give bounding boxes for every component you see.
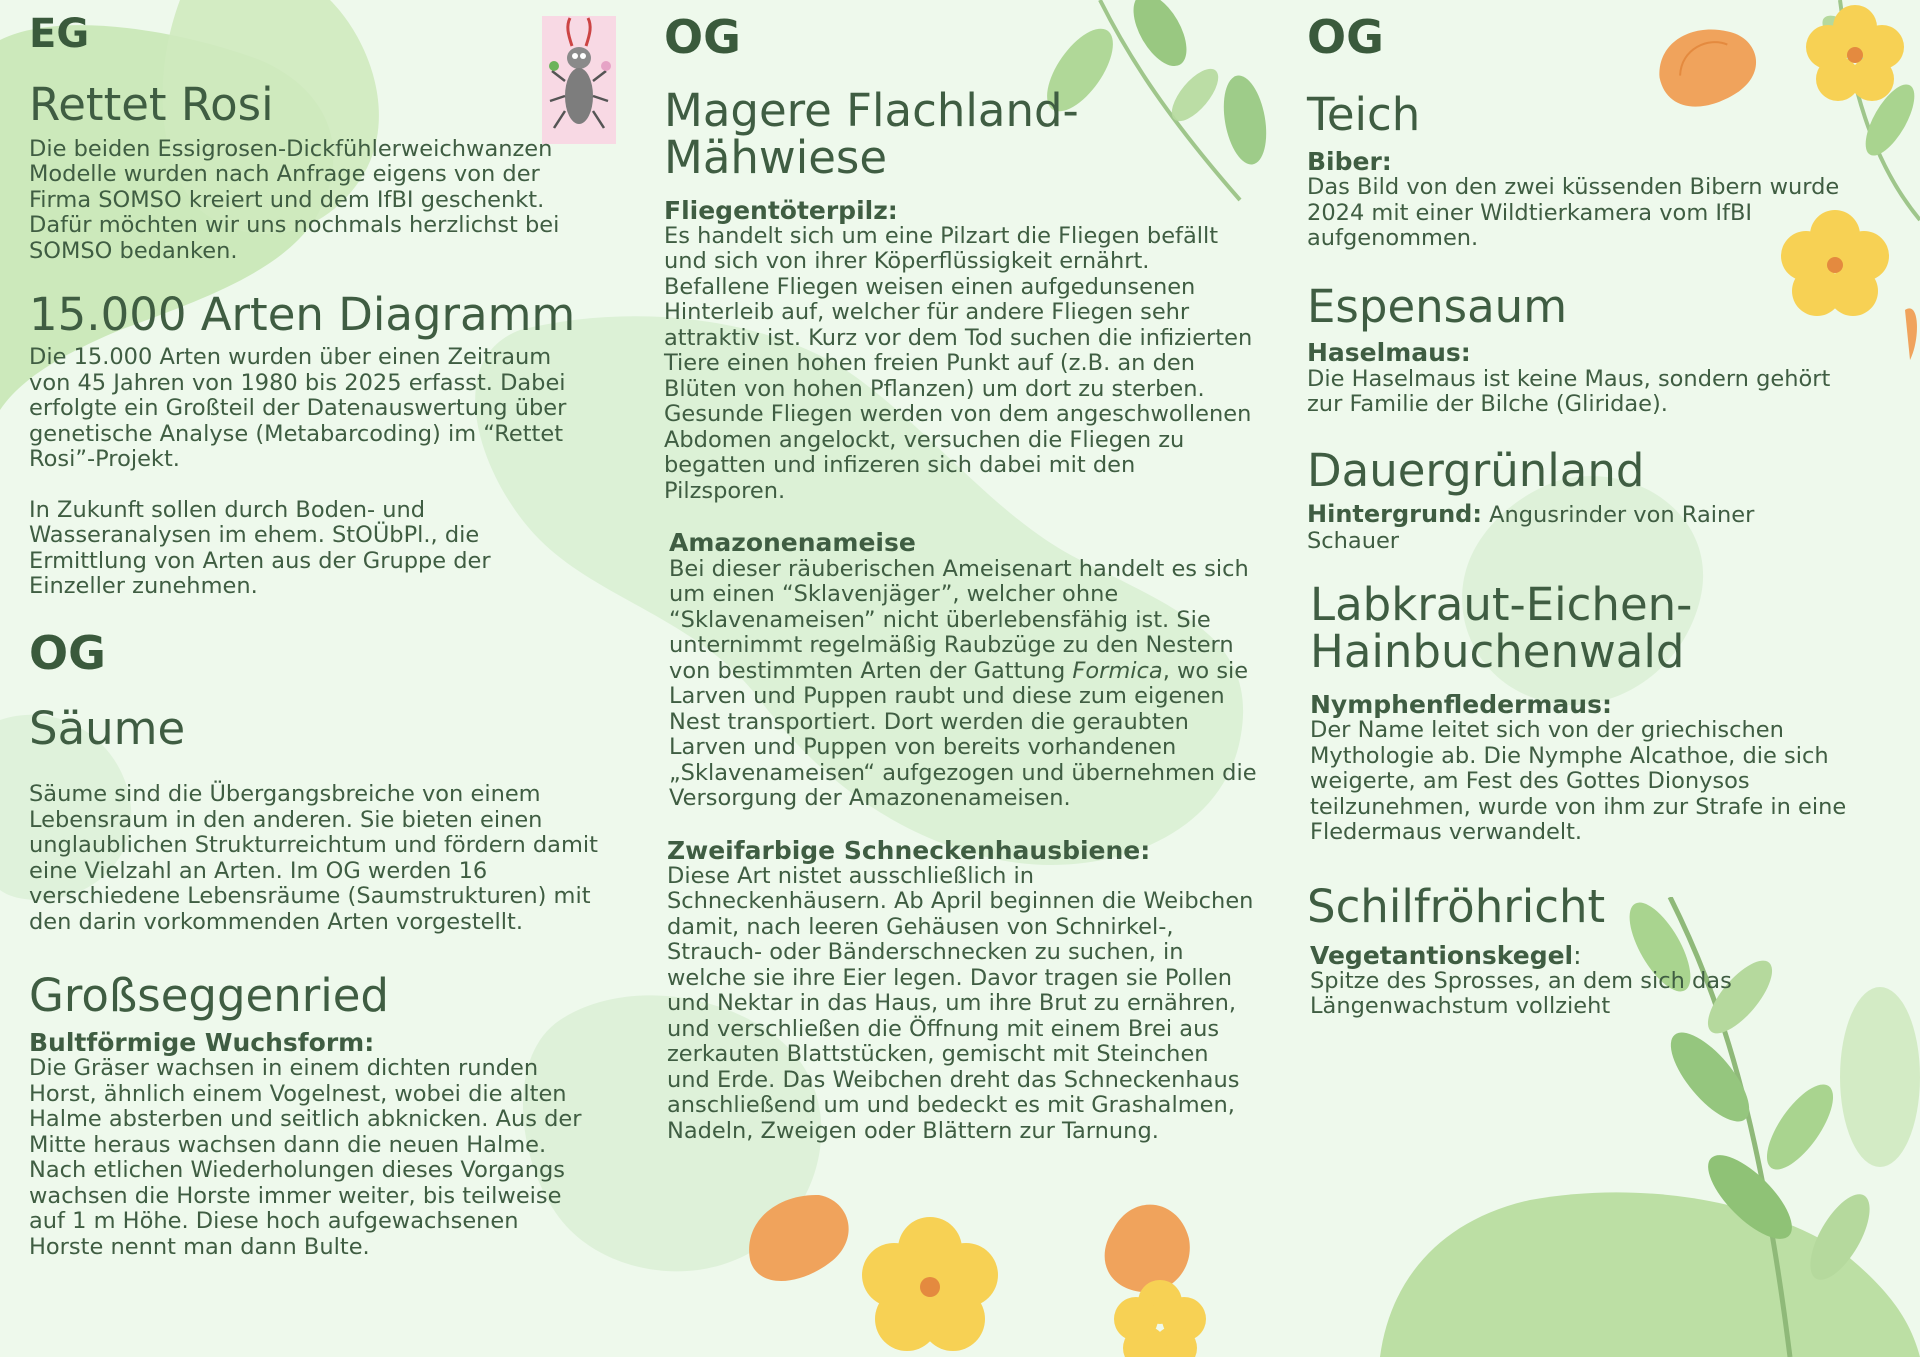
section-subtitle-haselmaus: Haselmaus: bbox=[1307, 338, 1471, 368]
section-title-saeume: Säume bbox=[29, 701, 186, 755]
vegetationskegel-label: Vegetantionskegel bbox=[1310, 940, 1574, 970]
section-title-teich: Teich bbox=[1307, 88, 1421, 141]
section-title-labkraut-eichen-hainbuchenwald: Labkraut-Eichen-Hainbuchenwald bbox=[1310, 578, 1693, 679]
section-text-grossseggenried: Die Gräser wachsen in einem dichten runden Horst, ähnlich einem Vogelnest, wobei die alten Halme absterben und seitlich abknicken. Aus der Mitte heraus wachsen dann die neuen Halme. Nach etlichen Wiederholungen dieses Vorgangs wachsen die Horste immer weiter, bis teilweise auf 1 m Höhe. Diese hoch aufgewachsenen Horste nennt man dann Bulte. bbox=[29, 1055, 582, 1260]
section-text-schneckenhausbiene: Diese Art nistet ausschließlich in Schneckenhäusern. Ab April beginnen die Weibchen damit, nach leeren Gehäusen von Schnirkel-, Strauch- oder Bänderschnecken zu suchen, in welche sie ihre Eier legen. Davor tragen sie Pollen und Nektar in das Haus, um ihre Brut zu ernähren, und verschließen die Öffnung mit einem Brei aus zerkauten Blattstücken, gemischt mit Steinchen und Erde. Das Weibchen dreht das Schneckenhaus anschließend um und bedeckt es mit Grashalmen, Nadeln, Zweigen oder Blättern zur Tarnung. bbox=[667, 862, 1254, 1144]
column-middle bbox=[664, 10, 1264, 1144]
section-subtitle-amazonenameise: Amazonenameise bbox=[669, 528, 916, 558]
column-right bbox=[1307, 10, 1867, 1020]
amazonenameise-text-part1: Bei dieser räuberischen Ameisenart handelt es sich um einen “Sklavenjäger”, welcher ohne “Sklavenameisen” nicht überlebensfähig ist. Sie unternimmt regelmäßig Raubzüge zu den Nestern von bestimmten Arten der Gattung bbox=[669, 555, 1249, 684]
section-subtitle-fliegentoeterpilz: Fliegentöterpilz: bbox=[664, 195, 898, 225]
section-text-rettet-rosi: Die beiden Essigrosen-Dickfühlerweichwanzen Modelle wurden nach Anfrage eigens von der Firma SOMSO kreiert und dem IfBI geschenkt. Dafür möchten wir uns nochmals herzlichst bei SOMSO bedanken. bbox=[29, 135, 560, 264]
hintergrund-text: Angusrinder von Rainer Schauer bbox=[1307, 502, 1755, 554]
section-text-vegetationskegel: Spitze des Sprosses, an dem sich das Längenwachstum vollzieht bbox=[1310, 967, 1732, 1020]
section-title-schilfroehricht: Schilfröhricht bbox=[1307, 879, 1606, 933]
section-text-arten-zukunft: In Zukunft sollen durch Boden- und Wasseranalysen im ehem. StOÜbPl., die Ermittlung von Arten aus der Gruppe der Einzeller zunehmen. bbox=[29, 496, 491, 600]
section-text-nymphenfledermaus: Der Name leitet sich von der griechischen Mythologie ab. Die Nymphe Alcathoe, die sich weigerte, am Fest des Gottes Dionysos teilzunehmen, wurde von ihm zur Strafe in eine Fledermaus verwandelt. bbox=[1310, 717, 1847, 846]
section-text-amazonenameise bbox=[669, 557, 1259, 812]
floor-label-og-right: OG bbox=[1307, 10, 1384, 64]
floor-label-og-left: OG bbox=[29, 625, 106, 680]
section-text-saeume: Säume sind die Übergangsbreiche von einem Lebensraum in den anderen. Sie bieten einen unglaublichen Strukturreichtum und fördern damit eine Vielzahl an Arten. Im OG werden 16 verschiedene Lebensräume (Saumstrukturen) mit den darin vorkommenden Arten vorgestellt. bbox=[29, 781, 598, 935]
section-title-magere-flachland-maehwiese: Magere Flachland-Mähwiese bbox=[664, 84, 1079, 184]
flower-cluster-bottom-icon bbox=[720, 1177, 1240, 1357]
section-subtitle-biber: Biber: bbox=[1307, 146, 1392, 176]
floor-label-eg: EG bbox=[29, 11, 90, 57]
section-text-dauergruenland bbox=[1307, 502, 1767, 554]
section-title-dauergruenland: Dauergrünland bbox=[1307, 443, 1645, 497]
genus-name-formica: Formica bbox=[1072, 657, 1163, 684]
section-text-arten-diagramm: Die 15.000 Arten wurden über einen Zeitraum von 45 Jahren von 1980 bis 2025 erfasst. Dabei erfolgte ein Großteil der Datenauswertung über genetische Analyse (Metabarcoding) im “Rettet Rosi”-Projekt. bbox=[29, 344, 567, 473]
section-title-grossseggenried: Großseggenried bbox=[29, 969, 389, 1023]
column-left bbox=[29, 11, 609, 1260]
section-text-fliegentoeterpilz: Es handelt sich um eine Pilzart die Fliegen befällt und sich von ihrer Köperflüssigkeit ernährt. Befallene Fliegen weisen einen aufgedunsenen Hinterleib auf, welcher für andere Fliegen sehr attraktiv ist. Kurz vor dem Tod suchen die infizierten Tiere einen hohen freien Punkt auf (z.B. an den Blüten von hohen Pflanzen) um dort zu sterben. Gesunde Fliegen werden von dem angeschwollenen Abdomen angelockt, versuchen die Fliegen zu begatten und infizeren sich dabei mit den Pilzsporen. bbox=[664, 222, 1253, 504]
section-text-haselmaus: Die Haselmaus ist keine Maus, sondern gehört zur Familie der Bilche (Gliridae). bbox=[1307, 365, 1831, 418]
section-subtitle-schneckenhausbiene: Zweifarbige Schneckenhausbiene: bbox=[667, 835, 1151, 865]
section-subtitle-nymphenfledermaus: Nymphenfledermaus: bbox=[1310, 689, 1612, 719]
section-title-arten-diagramm: 15.000 Arten Diagramm bbox=[29, 288, 576, 342]
vegetationskegel-colon: : bbox=[1573, 940, 1582, 970]
section-subtitle-hintergrund: Hintergrund: bbox=[1307, 500, 1482, 529]
section-title-espensaum: Espensaum bbox=[1307, 279, 1568, 333]
floor-label-og-middle: OG bbox=[664, 10, 741, 64]
section-subtitle-bultfoermige-wuchsform: Bultförmige Wuchsform: bbox=[29, 1028, 375, 1058]
section-title-rettet-rosi: Rettet Rosi bbox=[29, 78, 274, 131]
section-subtitle-vegetationskegel bbox=[1310, 940, 1867, 970]
section-text-biber: Das Bild von den zwei küssenden Bibern wurde 2024 mit einer Wildtierkamera vom IfBI aufgenommen. bbox=[1307, 174, 1840, 252]
amazonenameise-text-part2: , wo sie Larven und Puppen raubt und diese zum eigenen Nest transportiert. Dort werden die geraubten Larven und Puppen von bereits vorhandenen „Sklavenameisen“ aufgezogen und übernehmen die Versorgung der Amazonenameisen. bbox=[669, 657, 1257, 812]
